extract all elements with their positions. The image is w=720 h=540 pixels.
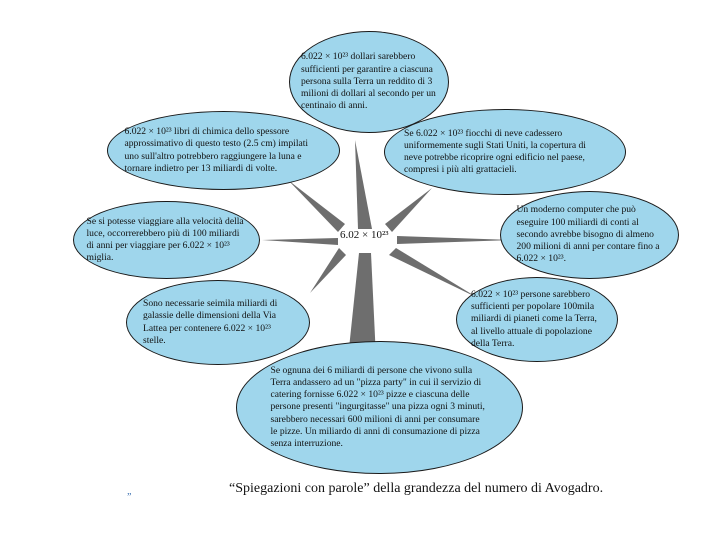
stray-quote-mark: „ — [127, 486, 133, 497]
spoke-lower-left — [310, 248, 346, 293]
figure-caption: “Spiegazioni con parole” della grandezza del numero di Avogadro. — [229, 481, 604, 496]
spoke-upper-left — [288, 180, 345, 232]
bubble-top — [289, 31, 449, 133]
spoke-right — [397, 236, 512, 244]
spoke-top — [355, 140, 372, 229]
bubble-top-text: 6.022 × 10²³ dollari sarebbero sufficienti per garantire a ciascuna persona sulla Terra un reddito di 3 milioni di dollari al secondo per un centinaio di anni. — [301, 51, 436, 112]
bubble-left — [73, 201, 260, 279]
spoke-left — [262, 238, 338, 245]
bubble-upper-right-text: Se 6.022 × 10²³ fiocchi di neve cadessero uniformemente sugli Stati Uniti, la copertura di neve potrebbe ricoprire ogni edificio nel paese, compresi i più alti grattacieli. — [404, 127, 586, 176]
center-label: 6.02 × 10²³ — [340, 229, 389, 241]
bubble-lower-left-text: Sono necessarie seimila miliardi di galassie delle dimensioni della Via Lattea per contenere 6.022 × 10²³ stelle. — [143, 298, 278, 346]
bubble-upper-left — [107, 111, 340, 190]
bubble-lower-right-text: 6.022 × 10²³ persone sarebbero sufficienti per popolare 100mila miliardi di pianeti come la Terra, al livello attuale di popolazione della Terra. — [471, 288, 597, 349]
bubble-left-text: Se si potesse viaggiare alla velocità della luce, occorrerebbero più di 100 miliardi di anni per viaggiare per 6.022 × 10²³ miglia. — [86, 215, 244, 264]
bubble-bottom-text: Se ognuna dei 6 miliardi di persone che vivono sulla Terra andassero ad un "pizza party" in cui il servizio di catering fornisse 6.022 × 10²³ pizze e ciascuna delle persone presenti "ingurgitasse" una pizza ogni 3 minuti, sarebbero necessari 600 milioni di anni per consumare le pizze. Un miliardo di anni di consumazione di pizza senza interruzione. — [270, 364, 485, 449]
bubble-upper-left-text: 6.022 × 10²³ libri di chimica dello spessore approssimativo di questo testo (2.5 cm) impilati uno sull'altro potrebbero raggiungere la luna e tornare indietro per 13 miliardi di volte. — [124, 126, 309, 174]
bubble-upper-right — [384, 109, 626, 195]
bubble-right — [500, 191, 679, 279]
bubble-lower-right — [456, 277, 618, 362]
bubble-lower-left — [126, 280, 310, 365]
spoke-upper-right — [385, 188, 432, 232]
bubble-right-text: Un moderno computer che può eseguire 100 miliardi di conti al secondo avrebbe bisogno di almeno 200 milioni di anni per contare fino a 6.022 × 10²³. — [516, 204, 660, 265]
bubble-bottom — [236, 341, 523, 474]
spoke-lower-right — [389, 248, 478, 298]
